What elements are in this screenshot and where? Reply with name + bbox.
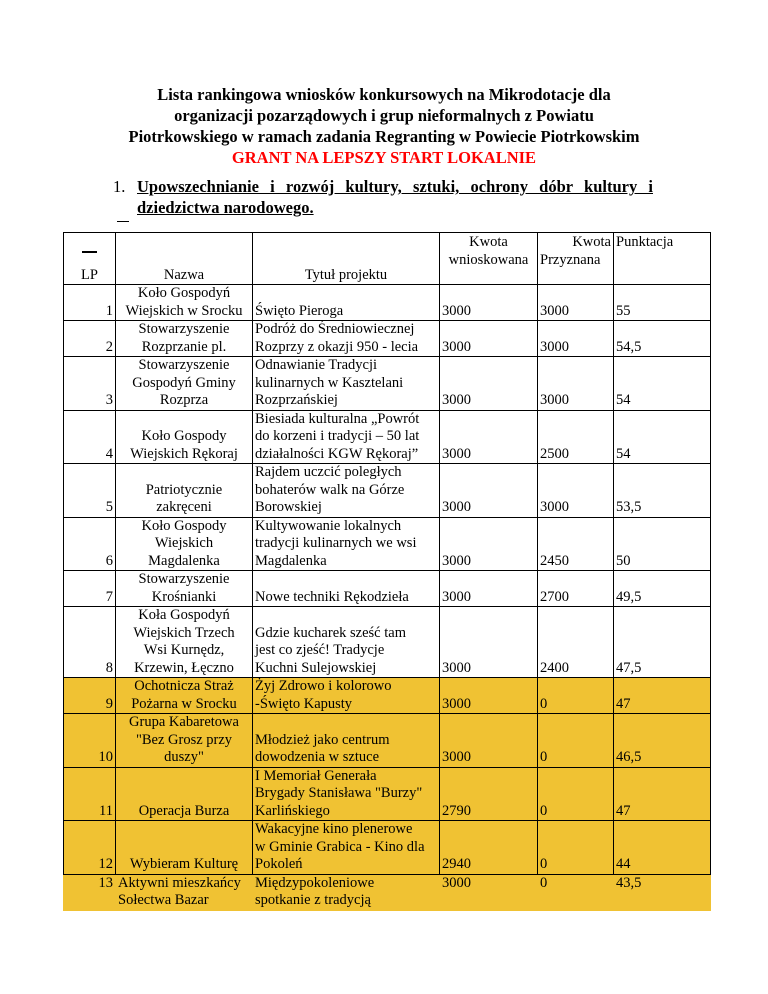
cell-tytul [253,517,440,571]
cell-tytul-line: dowodzenia w sztuce [255,749,380,765]
table-row [64,464,711,518]
cell-punktacja: 47 [614,678,711,714]
cell-tytul-line: Kuchni Sulejowskiej [255,659,377,676]
cell-nazwa-line: Wiejskich Rękoraj [130,445,238,462]
cell-tytul-line: Gdzie kucharek sześć tam [255,624,406,641]
cell-nazwa [116,821,253,875]
header-kwota-p-line2: Przyznana [540,251,601,268]
cell-lp: 10 [64,714,116,768]
cell-nazwa [116,517,253,571]
cell-nazwa-line: zakręceni [156,499,212,515]
cell-punktacja: 49,5 [614,571,711,607]
cell-kwota-przyznana: 0 [538,874,614,910]
divider [117,221,129,222]
cell-nazwa-line: Wiejskich w Srocku [125,302,243,319]
cell-tytul-line: Międzypokoleniowe [255,874,375,891]
section-title: Upowszechnianie i rozwój kultury, sztuki, ochrony dóbr kultury i dziedzictwa narodowego. [137,177,653,217]
cell-nazwa [116,767,253,821]
cell-punktacja: 54 [614,357,711,411]
cell-nazwa-line: Krzewin, Łęczno [134,659,234,676]
cell-tytul-line: Karlińskiego [255,802,330,819]
header-lp [64,233,116,285]
cell-kwota-przyznana: 2400 [538,607,614,678]
cell-tytul-line: -Święto Kapusty [255,695,353,712]
cell-nazwa-line: Ochotnicza Straż [134,678,234,694]
cell-tytul-line: Rozprzy z okazji 950 - lecia [255,338,419,355]
cell-nazwa-line: Wiejskich Trzech [133,624,235,641]
cell-punktacja: 46,5 [614,714,711,768]
cell-kwota-wnioskowana: 3000 [440,357,538,411]
cell-tytul [253,607,440,678]
cell-tytul-line: spotkanie z tradycją [255,892,371,908]
cell-nazwa-line: Patriotycznie [145,481,223,498]
header-tytul: Tytuł projektu [253,233,440,285]
cell-nazwa-line: Stowarzyszenie [138,571,230,587]
cell-kwota-wnioskowana: 3000 [440,714,538,768]
header-line-2: organizacji pozarządowych i grup nieformalnych z Powiatu [174,106,594,125]
cell-tytul-line: bohaterów walk na Górze [255,481,405,498]
cell-kwota-wnioskowana: 3000 [440,410,538,464]
cell-tytul-line: do korzeni i tradycji – 50 lat [255,428,420,444]
cell-nazwa-line: Koło Gospodyń [137,285,231,301]
cell-tytul-line: Żyj Zdrowo i kolorowo [255,678,392,694]
cell-tytul-line: Rajdem uczcić poległych [255,464,402,480]
cell-lp: 2 [64,321,116,357]
cell-lp: 4 [64,410,116,464]
cell-tytul-line: Odnawianie Tradycji [255,357,378,373]
table-header-row [64,233,711,285]
cell-nazwa-line: Koło Gospody [141,428,227,444]
cell-kwota-wnioskowana: 3000 [440,321,538,357]
cell-nazwa-line: Magdalenka [148,552,220,569]
cell-kwota-przyznana: 0 [538,678,614,714]
cell-kwota-przyznana: 3000 [538,321,614,357]
cell-nazwa-line: Krośnianki [151,588,217,605]
header-nazwa: Nazwa [116,233,253,285]
cell-tytul [253,410,440,464]
cell-nazwa-line: Koło Gospody [141,517,227,534]
cell-tytul-line: Młodzież jako centrum [255,731,390,748]
cell-nazwa-line: Sołectwa Bazar [118,892,209,908]
cell-tytul-line: Święto Pieroga [255,302,344,319]
cell-nazwa [116,714,253,768]
cell-nazwa-line: Stowarzyszenie [138,357,230,373]
cell-nazwa [116,678,253,714]
cell-punktacja: 43,5 [614,874,711,910]
table-row [64,821,711,875]
cell-tytul-line: Magdalenka [255,552,327,569]
cell-kwota-przyznana: 3000 [538,464,614,518]
cell-nazwa-line: Aktywni mieszkańcy [118,874,241,891]
cell-tytul-line: działalności KGW Rękoraj” [255,445,419,462]
cell-tytul-line: Wakacyjne kino plenerowe [255,821,413,837]
cell-tytul-line: Kultywowanie lokalnych [255,517,402,534]
cell-tytul-line: kulinarnych w Kasztelani [255,374,404,391]
cell-lp: 8 [64,607,116,678]
cell-kwota-wnioskowana: 3000 [440,607,538,678]
cell-nazwa [116,464,253,518]
cell-kwota-wnioskowana: 3000 [440,285,538,321]
cell-kwota-przyznana: 3000 [538,357,614,411]
cell-nazwa [116,874,253,910]
document-header [60,84,708,168]
cell-punktacja: 54,5 [614,321,711,357]
cell-nazwa-line: Koła Gospodyń [138,607,230,623]
table-row [64,714,711,768]
cell-tytul-line: w Gminie Grabica - Kino dla [255,838,425,855]
cell-tytul-line: Nowe techniki Rękodzieła [255,588,409,605]
table-row [64,321,711,357]
cell-kwota-przyznana: 0 [538,821,614,875]
cell-punktacja: 50 [614,517,711,571]
cell-kwota-przyznana: 0 [538,714,614,768]
cell-kwota-przyznana: 3000 [538,285,614,321]
cell-tytul [253,357,440,411]
table-row [64,571,711,607]
header-punktacja: Punktacja [614,233,711,285]
cell-punktacja: 44 [614,821,711,875]
cell-nazwa [116,321,253,357]
cell-tytul-line: Pokoleń [255,856,303,872]
cell-tytul [253,714,440,768]
header-lp-label: LP [81,266,98,283]
cell-nazwa [116,607,253,678]
cell-kwota-wnioskowana: 2940 [440,821,538,875]
cell-punktacja: 47 [614,767,711,821]
cell-nazwa-line: Operacja Burza [138,802,230,819]
cell-punktacja: 55 [614,285,711,321]
header-kwota-wnioskowana [440,233,538,285]
cell-kwota-wnioskowana: 3000 [440,571,538,607]
cell-nazwa [116,571,253,607]
table-row [64,410,711,464]
cell-kwota-wnioskowana: 3000 [440,678,538,714]
cell-tytul-line: Borowskiej [255,499,322,515]
header-kwota-w-line1: Kwota [469,234,508,250]
cell-kwota-wnioskowana: 3000 [440,464,538,518]
cell-tytul [253,321,440,357]
cell-nazwa-line: "Bez Grosz przy [135,731,233,748]
header-mark [82,251,97,253]
cell-tytul [253,464,440,518]
cell-tytul [253,678,440,714]
cell-kwota-wnioskowana: 2790 [440,767,538,821]
table-row [64,767,711,821]
table-row [64,517,711,571]
cell-nazwa-line: Grupa Kabaretowa [129,714,239,730]
cell-lp: 7 [64,571,116,607]
header-kwota-w-line2: wnioskowana [448,251,529,268]
cell-nazwa-line: Rozprza [159,392,209,408]
cell-nazwa-line: Wybieram Kulturę [129,856,239,872]
cell-nazwa-line: Stowarzyszenie [138,321,230,337]
cell-punktacja: 54 [614,410,711,464]
cell-lp: 6 [64,517,116,571]
cell-lp: 9 [64,678,116,714]
cell-nazwa-line: Pożarna w Srocku [131,695,237,712]
cell-nazwa-line: Rozprzanie pl. [141,338,227,355]
cell-tytul-line: I Memoriał Generała [255,767,377,784]
header-line-3: Piotrkowskiego w ramach zadania Regranting w Powiecie Piotrkowskim [128,127,640,146]
cell-nazwa-line: Gospodyń Gminy [132,374,236,391]
cell-lp: 11 [64,767,116,821]
cell-lp: 3 [64,357,116,411]
cell-tytul-line: Podróż do Średniowiecznej [255,321,415,337]
cell-tytul-line: Biesiada kulturalna „Powrót [255,410,420,427]
cell-lp: 12 [64,821,116,875]
cell-tytul [253,285,440,321]
cell-nazwa-line: Wiejskich [154,535,214,551]
cell-kwota-wnioskowana: 3000 [440,517,538,571]
header-kwota-p-line1: Kwota [572,234,611,250]
cell-tytul-line: jest co zjeść! Tradycje [255,642,385,658]
ranking-table [63,232,711,911]
table-row [64,357,711,411]
cell-kwota-przyznana: 2450 [538,517,614,571]
cell-tytul [253,767,440,821]
cell-punktacja: 47,5 [614,607,711,678]
table-row [64,285,711,321]
grant-title: GRANT NA LEPSZY START LOKALNIE [231,148,537,167]
cell-nazwa-line: Wsi Kurnędz, [143,642,225,658]
cell-nazwa-line: duszy" [164,749,204,765]
cell-nazwa [116,410,253,464]
cell-kwota-przyznana: 2700 [538,571,614,607]
cell-kwota-przyznana: 0 [538,767,614,821]
cell-tytul-line: Rozprzańskiej [255,392,338,408]
cell-lp: 13 [64,874,116,910]
header-kwota-przyznana [538,233,614,285]
table-row [64,607,711,678]
cell-tytul [253,571,440,607]
cell-lp: 5 [64,464,116,518]
cell-tytul [253,821,440,875]
cell-punktacja: 53,5 [614,464,711,518]
section-number: 1. [113,177,126,196]
cell-nazwa [116,285,253,321]
cell-lp: 1 [64,285,116,321]
cell-kwota-przyznana: 2500 [538,410,614,464]
cell-tytul-line: Brygady Stanisława "Burzy" [255,785,423,801]
cell-kwota-wnioskowana: 3000 [440,874,538,910]
header-line-1: Lista rankingowa wniosków konkursowych na Mikrodotacje dla [157,85,611,104]
cell-tytul [253,874,440,910]
table-row [64,874,711,910]
cell-nazwa [116,357,253,411]
table-row [64,678,711,714]
cell-tytul-line: tradycji kulinarnych we wsi [255,535,417,551]
